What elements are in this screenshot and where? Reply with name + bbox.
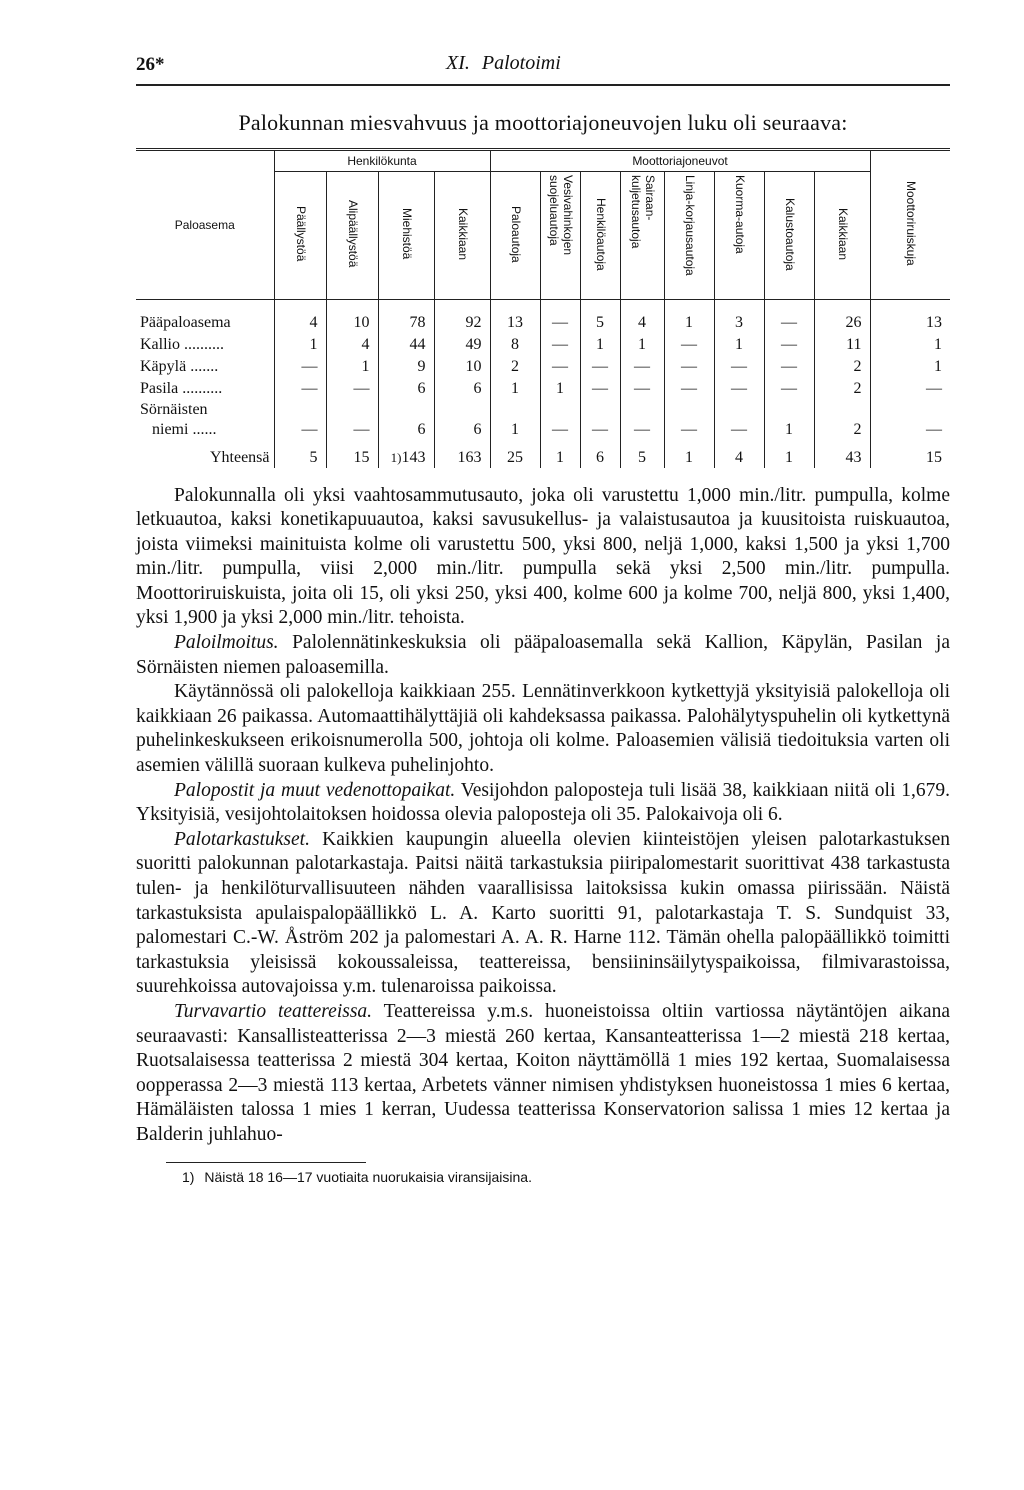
cell: 163 <box>434 440 490 468</box>
cell: 4 <box>714 440 764 468</box>
cell: — <box>274 356 326 378</box>
cell: 5 <box>274 440 326 468</box>
paragraph: Paloilmoitus. Palolennätinkeskuksia oli pääpaloasemalla sekä Kallion, Käpylän, Pasilan ja Sörnäisten niemen paloasemilla. <box>136 632 950 678</box>
table-row <box>136 400 950 440</box>
cell: — <box>326 378 378 400</box>
cell: 15 <box>326 440 378 468</box>
cell: 1 <box>764 440 814 468</box>
cell: — <box>580 378 620 400</box>
paragraph-lead: Palotarkastukset. <box>174 828 310 850</box>
document-page <box>136 40 950 1185</box>
paragraph: Palopostit ja muut vedenottopaikat. Vesijohdon paloposteja tuli lisää 38, kaikkiaan niitä oli 1,679. Yksityisiä, vesijohtolaitoksen hoidossa olevia paloposteja oli 35. Palokaivoja oli 6. <box>136 779 950 826</box>
paragraph: Palotarkastukset. Kaikkien kaupungin alueella olevien kiinteistöjen yleisen palotarkastuksen suoritti palokunnan palotarkastaja. Paitsi näitä tarkastuksia piiripalomestarit suorittivat 438 tarkastusta tulen- ja henkilöturvallisuuteen nähden vaarallisissa laitoksissa kukin omassa piirissään. Näistä tarkastuksista apulaispalopäällikkö L. A. Karto suoritti 91, palotarkastaja T. S. Sundquist 33, palomestari C.-W. Åström 202 ja palomestari A. A. R. Harne 112. Tämän ohella palopäällikkö toimitti tarkastuksia yleisissä kokoussaleissa, teattereissa, bensiininsäilytyspaikoissa, filmivarastoissa, suurehkoissa autovajoissa y.m. tulenaroissa paikoissa. <box>136 828 950 998</box>
cell: 1 <box>274 334 326 356</box>
col-header-kaikkiaan-vehicles: Kaikkiaan <box>814 172 870 300</box>
total-label: Yhteensä <box>209 448 270 466</box>
cell: — <box>274 378 326 400</box>
group-header-henkilokunta: Henkilökunta <box>274 150 490 172</box>
footnote-divider <box>166 1162 366 1163</box>
table-row <box>136 334 950 356</box>
cell: 1 <box>326 356 378 378</box>
cell: 13 <box>490 300 540 334</box>
col-header-paloautoja: Paloautoja <box>490 172 540 300</box>
cell: 1 <box>490 378 540 400</box>
cell: 43 <box>814 440 870 468</box>
row-label: Pasila .......... <box>140 379 223 397</box>
cell: 15 <box>870 440 950 468</box>
col-header-kalustoautoja: Kalustoautoja <box>764 172 814 300</box>
col-header-kaikkiaan-staff: Kaikkiaan <box>434 172 490 300</box>
cell: — <box>664 378 714 400</box>
col-header-vesivahinkojen: Vesivahinkojen suojeluautoja <box>540 172 580 300</box>
cell: 4 <box>620 300 664 334</box>
cell: — <box>326 400 378 440</box>
cell: — <box>274 400 326 440</box>
row-label-line2: niemi ...... <box>152 420 217 438</box>
paragraph: Käytännössä oli palokelloja kaikkiaan 255. Lennätinverkkoon kytkettyjä yksityisiä palokelloja oli kaikkiaan 26 paikassa. Automaattihälyttäjiä oli kahdeksassa paikassa. Palohälytyspuhelin oli kytkettynä puhelinkeskukseen erikoisnumerolla 500, johtoja oli kolme. Paloasemien välisiä tiedoituksia varten oli asemien välillä suoraan kulkeva puhelinjohto. <box>136 681 950 777</box>
cell: 1 <box>540 440 580 468</box>
col-header-sairaankuljetus: Sairaan-kuljetusautoja <box>620 172 664 300</box>
cell: 1 <box>540 378 580 400</box>
cell: — <box>870 400 950 440</box>
cell: — <box>620 356 664 378</box>
col-header-paallystoa: Päällystöä <box>274 172 326 300</box>
cell: 1 <box>870 356 950 378</box>
cell: 1 <box>764 400 814 440</box>
cell: — <box>620 400 664 440</box>
col-header-station: Paloasema <box>136 150 274 300</box>
col-header-linjakorjaus: Linja-korjausautoja <box>664 172 714 300</box>
cell: 6 <box>434 378 490 400</box>
cell: 9 <box>378 356 434 378</box>
table-row <box>136 378 950 400</box>
col-header-moottoriruiskuja: Moottoriruiskuja <box>870 150 950 300</box>
cell: 11 <box>814 334 870 356</box>
cell: — <box>870 378 950 400</box>
cell: — <box>540 300 580 334</box>
cell: — <box>540 356 580 378</box>
cell: 5 <box>620 440 664 468</box>
row-label <box>136 400 274 440</box>
cell: 10 <box>326 300 378 334</box>
col-header-miehistoa: Miehistöä <box>378 172 434 300</box>
cell: 92 <box>434 300 490 334</box>
table-total-row <box>136 440 950 468</box>
cell: 44 <box>378 334 434 356</box>
staff-vehicle-table <box>136 148 950 468</box>
chapter-title: Palotoimi <box>481 52 561 74</box>
cell: — <box>764 300 814 334</box>
cell: 2 <box>814 400 870 440</box>
table-row <box>136 356 950 378</box>
table-intro: Palokunnan miesvahvuus ja moottoriajoneuvojen luku oli seuraava: <box>238 110 848 135</box>
row-label: Käpylä ....... <box>140 357 219 375</box>
cell: 6 <box>434 400 490 440</box>
cell: 1)143 <box>378 440 434 468</box>
page-header <box>136 40 950 86</box>
cell: — <box>764 378 814 400</box>
cell: — <box>764 334 814 356</box>
cell: 1 <box>490 400 540 440</box>
footnote <box>182 1169 950 1185</box>
cell: 25 <box>490 440 540 468</box>
chapter-heading <box>446 52 561 75</box>
cell: 2 <box>490 356 540 378</box>
chapter-number: XI. <box>446 52 470 74</box>
paragraph-lead: Turvavartio teattereissa. <box>174 1000 373 1022</box>
footnote-mark: 1) <box>182 1168 195 1185</box>
cell: 4 <box>326 334 378 356</box>
row-label: Kallio .......... <box>140 335 224 353</box>
cell: — <box>580 356 620 378</box>
cell: — <box>714 378 764 400</box>
group-header-moottoriajoneuvot: Moottoriajoneuvot <box>490 150 870 172</box>
cell: 3 <box>714 300 764 334</box>
cell: — <box>664 334 714 356</box>
cell: 1 <box>714 334 764 356</box>
cell: 1 <box>620 334 664 356</box>
cell: — <box>540 334 580 356</box>
cell: — <box>764 356 814 378</box>
cell: 1 <box>664 440 714 468</box>
cell: 78 <box>378 300 434 334</box>
cell: — <box>664 356 714 378</box>
paragraph: Palokunnalla oli yksi vaahtosammutusauto, joka oli varustettu 1,000 min./litr. pumpulla, kolme letkuautoa, kaksi konetikapuuautoa, kaksi savusukellus- ja valaistusautoa ja kuusitoista ruiskuautoa, joista viimeksi mainituista kolme oli varustettu 500, yksi 800, neljä 1,000, kaksi 1,500 ja yksi 1,700 min./litr. pumpulla, viisi 2,000 min./litr. pumpulla sekä yksi 2,500 min./litr. pumpulla. Moottoriruiskuista, joita oli 15, oli yksi 250, yksi 400, kolme 600 ja kolme 700, neljä 800, yksi 1,400, yksi 1,900 ja yksi 2,000 min./litr. tehoista. <box>136 484 950 629</box>
cell: 2 <box>814 378 870 400</box>
cell: 4 <box>274 300 326 334</box>
paragraph: Turvavartio teattereissa. Teattereissa y.m.s. huoneistoissa oltiin vartiossa näytäntöjen aikana seuraavasti: Kansallisteatterissa 2—3 miestä 260 kertaa, Kansanteatterissa 1—2 miestä 218 kertaa, Ruotsalaisessa teatterissa 2 miestä 304 kertaa, Koiton näyttämöllä 1 mies 192 kertaa, Suomalaisessa oopperassa 2—3 miestä 113 kertaa, Arbetets vänner nimisen yhdistyksen huoneistossa 1 mies 6 kertaa, Hämäläisten talossa 1 mies 1 kerran, Uudessa teatterissa Konservatorion salissa 1 mies 12 kertaa ja Balderin juhlahuo- <box>136 1000 950 1145</box>
cell: 2 <box>814 356 870 378</box>
footnote-text: Näistä 18 16—17 vuotiaita nuorukaisia viransijaisina. <box>204 1168 532 1185</box>
cell: 26 <box>814 300 870 334</box>
paragraph-lead: Paloilmoitus. <box>174 632 279 654</box>
cell: 6 <box>378 400 434 440</box>
paragraph-lead: Palopostit ja muut vedenottopaikat. <box>174 779 456 801</box>
cell: — <box>620 378 664 400</box>
cell: — <box>540 400 580 440</box>
col-header-kuorma-autoja: Kuorma-autoja <box>714 172 764 300</box>
cell: — <box>664 400 714 440</box>
col-header-alipaallystoa: Alipäällystöä <box>326 172 378 300</box>
col-header-henkiloautoja: Henkilöautoja <box>580 172 620 300</box>
page-number: 26* <box>136 54 165 75</box>
cell: 10 <box>434 356 490 378</box>
cell: 49 <box>434 334 490 356</box>
cell: — <box>714 400 764 440</box>
table-row <box>136 300 950 334</box>
cell: 6 <box>378 378 434 400</box>
cell: 1 <box>580 334 620 356</box>
cell: 13 <box>870 300 950 334</box>
cell: 6 <box>580 440 620 468</box>
row-label: Pääpaloasema <box>140 313 231 331</box>
cell: 5 <box>580 300 620 334</box>
cell: 8 <box>490 334 540 356</box>
footnote-ref: 1) <box>390 449 402 465</box>
cell: 1 <box>664 300 714 334</box>
cell: — <box>580 400 620 440</box>
cell: — <box>714 356 764 378</box>
cell: 1 <box>870 334 950 356</box>
body-text <box>136 484 950 1148</box>
row-label-line1: Sörnäisten <box>140 400 208 418</box>
